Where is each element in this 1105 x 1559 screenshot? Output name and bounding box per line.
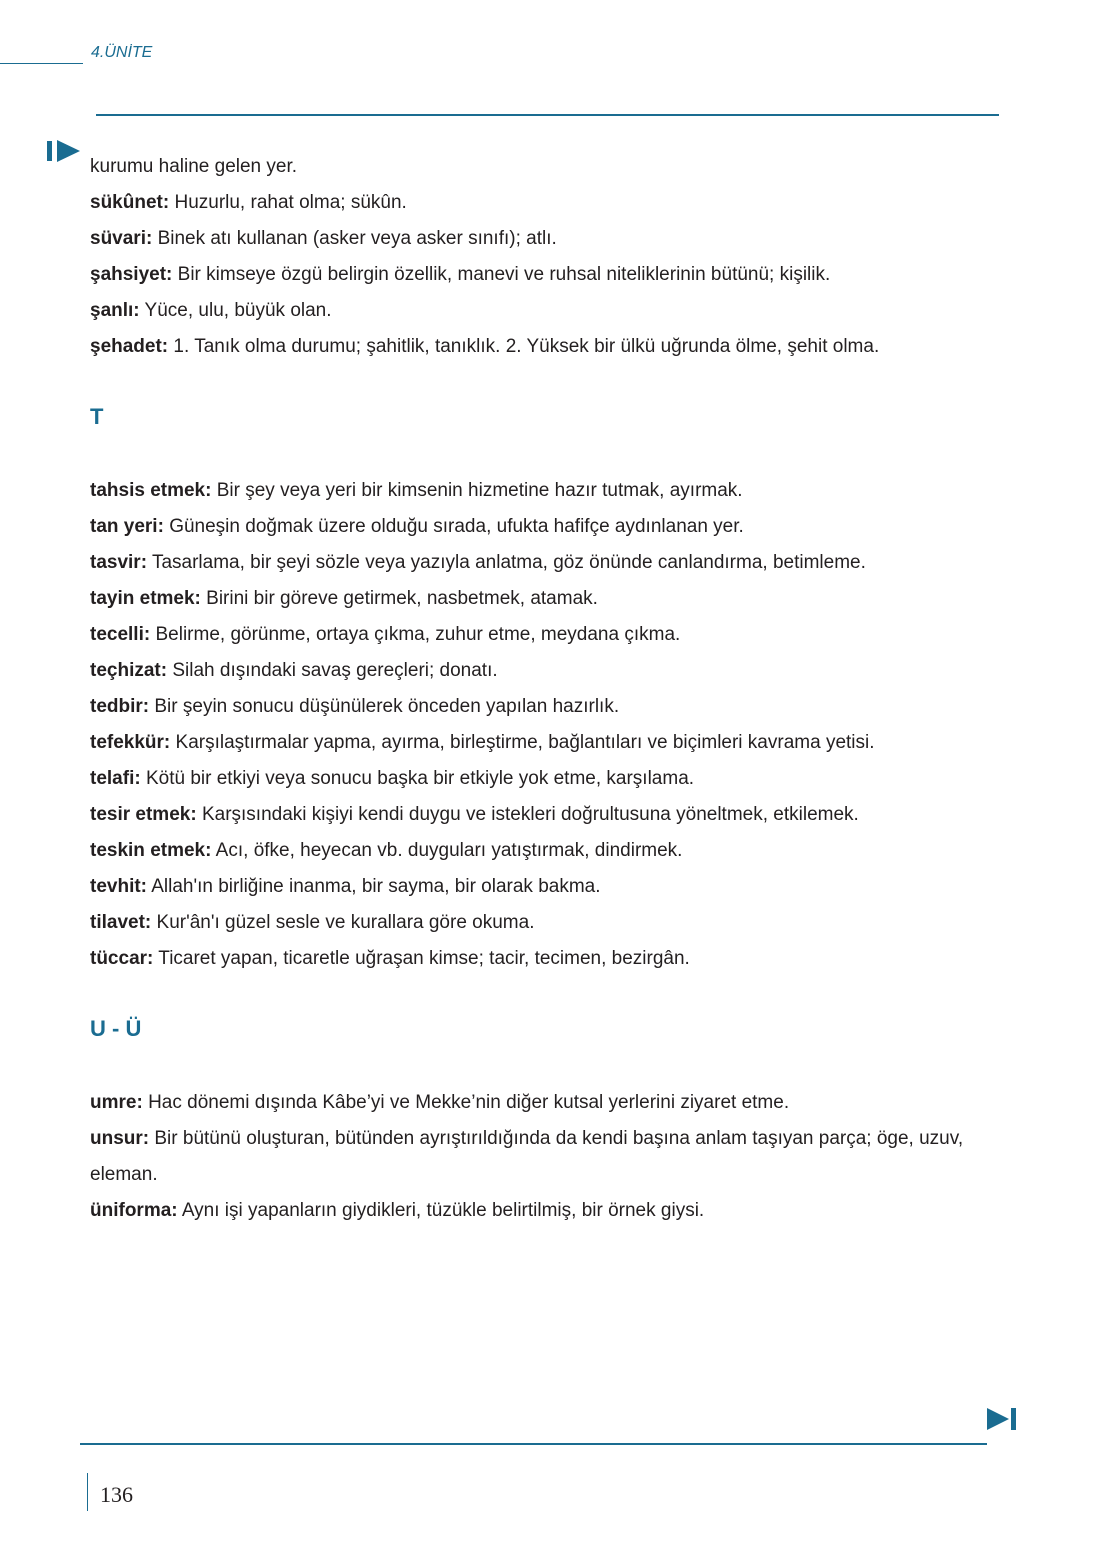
entry-term: telafi:: [90, 768, 141, 789]
entry-term: tesir etmek:: [90, 804, 197, 825]
entry-term: umre:: [90, 1092, 143, 1113]
entry-definition: Ticaret yapan, ticaretle uğraşan kimse; tacir, tecimen, bezirgân.: [153, 948, 690, 969]
entry-definition: Kötü bir etkiyi veya sonucu başka bir etkiyle yok etme, karşılama.: [140, 768, 695, 789]
glossary-entry: [90, 833, 970, 869]
entry-definition: Allah'ın birliğine inanma, bir sayma, bir olarak bakma.: [147, 876, 601, 897]
glossary-entry: [90, 185, 970, 221]
entry-definition: Kur'ân'ı güzel sesle ve kurallara göre okuma.: [151, 912, 535, 933]
section-heading-u: U - Ü: [90, 1016, 142, 1041]
glossary-entry: [90, 545, 970, 581]
entry-term: tahsis etmek:: [90, 480, 212, 501]
entry-definition: Karşısındaki kişiyi kendi duygu ve istekleri doğrultusuna yöneltmek, etkilemek.: [196, 804, 859, 825]
glossary-entry: [90, 905, 970, 941]
glossary-entry: [90, 581, 970, 617]
entry-definition: Aynı işi yapanların giydikleri, tüzükle belirtilmiş, bir örnek giysi.: [177, 1200, 705, 1221]
glossary-entry: [90, 1085, 970, 1121]
entry-definition: Huzurlu, rahat olma; sükûn.: [169, 192, 407, 213]
entry-definition: Silah dışındaki savaş gereçleri; donatı.: [167, 660, 498, 681]
glossary-entry: [90, 797, 970, 833]
continue-start-icon: [47, 140, 81, 162]
entry-definition: 1. Tanık olma durumu; şahitlik, tanıklık. 2. Yüksek bir ülkü uğrunda ölme, şehit olma.: [168, 336, 880, 357]
entry-definition: Belirme, görünme, ortaya çıkma, zuhur etme, meydana çıkma.: [150, 624, 681, 645]
entry-definition: Hac dönemi dışında Kâbe’yi ve Mekke’nin diğer kutsal yerlerini ziyaret etme.: [142, 1092, 790, 1113]
entry-term: şahsiyet:: [90, 264, 173, 285]
entry-term: tüccar:: [90, 948, 154, 969]
entry-term: unsur:: [90, 1128, 150, 1149]
entry-term: tefekkür:: [90, 732, 171, 753]
glossary-entry: [90, 689, 970, 725]
glossary-entry: [90, 617, 970, 653]
entry-term: tevhit:: [90, 876, 147, 897]
entry-definition: Güneşin doğmak üzere olduğu sırada, ufukta hafifçe aydınlanan yer.: [163, 516, 744, 537]
entry-term: üniforma:: [90, 1200, 178, 1221]
section-heading-t: T: [90, 404, 104, 429]
entry-term: sükûnet:: [90, 192, 170, 213]
entry-term: şehadet:: [90, 336, 169, 357]
entry-term: tecelli:: [90, 624, 151, 645]
glossary-entry: [90, 329, 970, 365]
glossary-entry: [90, 1193, 970, 1229]
glossary-entry: [90, 869, 970, 905]
continue-end-icon: [987, 1408, 1017, 1430]
glossary-entry: [90, 653, 970, 689]
unit-label: 4.ÜNİTE: [91, 44, 153, 61]
entry-definition: Karşılaştırmalar yapma, ayırma, birleştirme, bağlantıları ve biçimleri kavrama yetisi.: [170, 732, 875, 753]
entry-definition: Bir şeyin sonucu düşünülerek önceden yapılan hazırlık.: [149, 696, 620, 717]
glossary-entry: [90, 761, 970, 797]
entry-term: tedbir:: [90, 696, 150, 717]
page-number-bar: [87, 1473, 88, 1511]
glossary: [90, 149, 970, 1229]
entry-definition: Yüce, ulu, büyük olan.: [139, 300, 332, 321]
entry-term: tasvir:: [90, 552, 148, 573]
entry-definition: Bir şey veya yeri bir kimsenin hizmetine hazır tutmak, ayırmak.: [211, 480, 743, 501]
header-rule: [0, 63, 83, 64]
entry-term: teskin etmek:: [90, 840, 212, 861]
glossary-entry: [90, 257, 970, 293]
bottom-divider: [80, 1443, 987, 1445]
glossary-entry: [90, 509, 970, 545]
entry-term: tilavet:: [90, 912, 152, 933]
entry-definition: Binek atı kullanan (asker veya asker sınıfı); atlı.: [152, 228, 557, 249]
entry-term: tan yeri:: [90, 516, 164, 537]
entry-definition: Tasarlama, bir şeyi sözle veya yazıyla anlatma, göz önünde canlandırma, betimleme.: [147, 552, 866, 573]
entry-definition: Acı, öfke, heyecan vb. duyguları yatıştırmak, dindirmek.: [211, 840, 683, 861]
page-number: 136: [100, 1482, 133, 1507]
entry-definition: Bir kimseye özgü belirgin özellik, manevi ve ruhsal niteliklerinin bütünü; kişilik.: [172, 264, 831, 285]
entry-definition: Bir bütünü oluşturan, bütünden ayrıştırıldığında da kendi başına anlam taşıyan parça; öge, uzuv, eleman.: [90, 1128, 964, 1185]
glossary-entry: [90, 725, 970, 761]
entry-term: teçhizat:: [90, 660, 168, 681]
glossary-entry: [90, 221, 970, 257]
entry-term: şanlı:: [90, 300, 140, 321]
top-divider: [96, 114, 999, 116]
entry-definition: Birini bir göreve getirmek, nasbetmek, atamak.: [200, 588, 598, 609]
glossary-entry: [90, 473, 970, 509]
entry-term: tayin etmek:: [90, 588, 201, 609]
entry-term: süvari:: [90, 228, 153, 249]
glossary-entry: [90, 293, 970, 329]
glossary-entry: [90, 1121, 970, 1193]
glossary-entry: [90, 941, 970, 977]
continuation-text: kurumu haline gelen yer.: [90, 156, 298, 177]
